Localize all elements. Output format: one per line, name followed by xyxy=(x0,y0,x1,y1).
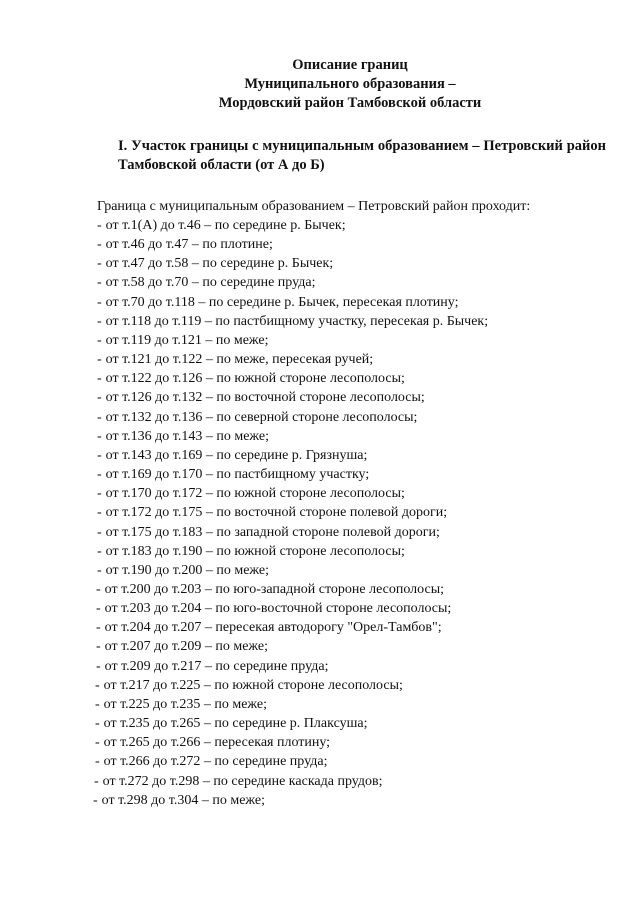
list-dash: - xyxy=(97,332,102,348)
list-dash: - xyxy=(97,294,102,310)
list-dash: - xyxy=(96,639,101,655)
list-dash: - xyxy=(97,543,102,559)
list-dash: - xyxy=(97,352,102,368)
boundary-segment xyxy=(0,733,640,752)
segment-text: от т.225 до т.235 – по меже; xyxy=(103,696,268,712)
title-line-1: Описание границ xyxy=(292,57,408,73)
segment-text: от т.203 до т.204 – по юго-восточной стороне лесополосы; xyxy=(104,601,452,617)
boundary-segment xyxy=(0,523,640,542)
list-dash: - xyxy=(97,237,102,253)
segment-text: от т.204 до т.207 – пересекая автодорогу "Орел-Тамбов"; xyxy=(104,620,442,636)
segment-text: от т.118 до т.119 – по пастбищному участку, пересекая р. Бычек; xyxy=(105,313,489,329)
boundary-segment xyxy=(0,388,640,407)
boundary-segment xyxy=(0,235,640,254)
boundary-segment-list xyxy=(0,216,640,810)
list-dash: - xyxy=(97,505,102,521)
segment-text: от т.119 до т.121 – по меже; xyxy=(105,332,269,348)
list-dash: - xyxy=(97,428,102,444)
list-dash: - xyxy=(96,620,101,636)
list-dash: - xyxy=(97,467,102,483)
boundary-segment xyxy=(0,465,640,484)
boundary-segment xyxy=(0,273,640,292)
segment-text: от т.209 до т.217 – по середине пруда; xyxy=(104,658,329,674)
segment-text: от т.143 до т.169 – по середине р. Грязнуша; xyxy=(105,447,368,463)
boundary-segment xyxy=(0,772,640,791)
boundary-segment xyxy=(0,293,640,312)
segment-text: от т.266 до т.272 – по середине пруда; xyxy=(103,754,328,770)
list-dash: - xyxy=(95,696,100,712)
segment-text: от т.235 до т.265 – по середине р. Плаксуша; xyxy=(103,716,368,732)
segment-text: от т.217 до т.225 – по южной стороне лесополосы; xyxy=(103,677,403,693)
list-dash: - xyxy=(97,313,102,329)
list-dash: - xyxy=(97,218,102,233)
segment-text: от т.190 до т.200 – по меже; xyxy=(105,562,270,578)
boundary-segment xyxy=(0,657,640,676)
segment-text: от т.121 до т.122 – по меже, пересекая ручей; xyxy=(105,352,374,368)
list-dash: - xyxy=(97,256,102,272)
list-dash: - xyxy=(95,677,100,693)
list-dash: - xyxy=(96,601,101,617)
list-dash: - xyxy=(97,371,102,387)
segment-text: от т.207 до т.209 – по меже; xyxy=(104,639,269,655)
boundary-segment xyxy=(0,676,640,695)
boundary-segment xyxy=(0,427,640,446)
boundary-segment xyxy=(0,599,640,618)
boundary-segment xyxy=(0,254,640,273)
segment-text: от т.169 до т.170 – по пастбищному участку; xyxy=(105,467,370,483)
segment-text: от т.47 до т.58 – по середине р. Бычек; xyxy=(105,256,334,272)
boundary-segment xyxy=(0,331,640,350)
segment-text: от т.136 до т.143 – по меже; xyxy=(105,428,270,444)
boundary-segment xyxy=(0,503,640,522)
list-dash: - xyxy=(95,735,100,751)
segment-text: от т.175 до т.183 – по западной стороне полевой дороги; xyxy=(105,524,440,540)
list-dash: - xyxy=(97,447,102,463)
boundary-segment xyxy=(0,542,640,561)
list-dash: - xyxy=(97,562,102,578)
segment-text: от т.122 до т.126 – по южной стороне лесополосы; xyxy=(105,371,405,387)
document-title xyxy=(0,56,640,113)
segment-text: от т.170 до т.172 – по южной стороне лесополосы; xyxy=(105,486,405,502)
boundary-segment xyxy=(0,752,640,771)
segment-text: от т.126 до т.132 – по восточной стороне лесополосы; xyxy=(105,390,425,406)
segment-text: от т.58 до т.70 – по середине пруда; xyxy=(105,275,316,291)
intro-paragraph: Граница с муниципальным образованием – Петровский район проходит: xyxy=(97,199,531,214)
list-dash: - xyxy=(94,773,99,789)
list-dash: - xyxy=(97,275,102,291)
segment-text: от т.183 до т.190 – по южной стороне лесополосы; xyxy=(105,543,405,559)
list-dash: - xyxy=(97,390,102,406)
list-dash: - xyxy=(95,716,100,732)
segment-text: от т.132 до т.136 – по северной стороне лесополосы; xyxy=(105,409,418,425)
boundary-segment xyxy=(0,580,640,599)
segment-text: от т.200 до т.203 – по юго-западной стороне лесополосы; xyxy=(104,581,445,597)
boundary-segment xyxy=(0,484,640,503)
segment-text: от т.298 до т.304 – по меже; xyxy=(101,792,266,808)
boundary-segment xyxy=(0,312,640,331)
segment-text: от т.1(А) до т.46 – по середине р. Бычек; xyxy=(105,218,346,233)
boundary-segment xyxy=(0,791,640,810)
boundary-segment xyxy=(0,446,640,465)
segment-text: от т.272 до т.298 – по середине каскада прудов; xyxy=(102,773,383,789)
section-heading: I. Участок границы с муниципальным образованием – Петровский район Тамбовской области (от А до Б) xyxy=(118,138,606,173)
title-line-3: Мордовский район Тамбовской области xyxy=(218,95,482,111)
list-dash: - xyxy=(96,581,101,597)
boundary-segment xyxy=(0,408,640,427)
boundary-segment xyxy=(0,216,640,235)
list-dash: - xyxy=(97,486,102,502)
segment-text: от т.46 до т.47 – по плотине; xyxy=(105,237,273,253)
boundary-segment xyxy=(0,369,640,388)
boundary-segment xyxy=(0,618,640,637)
segment-text: от т.265 до т.266 – пересекая плотину; xyxy=(103,735,331,751)
boundary-segment xyxy=(0,561,640,580)
title-line-2: Муниципального образования – xyxy=(244,76,456,92)
list-dash: - xyxy=(97,409,102,425)
boundary-segment xyxy=(0,637,640,656)
segment-text: от т.172 до т.175 – по восточной стороне полевой дороги; xyxy=(105,505,448,521)
list-dash: - xyxy=(97,524,102,540)
list-dash: - xyxy=(95,754,100,770)
list-dash: - xyxy=(93,792,98,808)
list-dash: - xyxy=(96,658,101,674)
boundary-segment xyxy=(0,695,640,714)
boundary-segment xyxy=(0,350,640,369)
segment-text: от т.70 до т.118 – по середине р. Бычек, пересекая плотину; xyxy=(105,294,459,310)
boundary-segment xyxy=(0,714,640,733)
